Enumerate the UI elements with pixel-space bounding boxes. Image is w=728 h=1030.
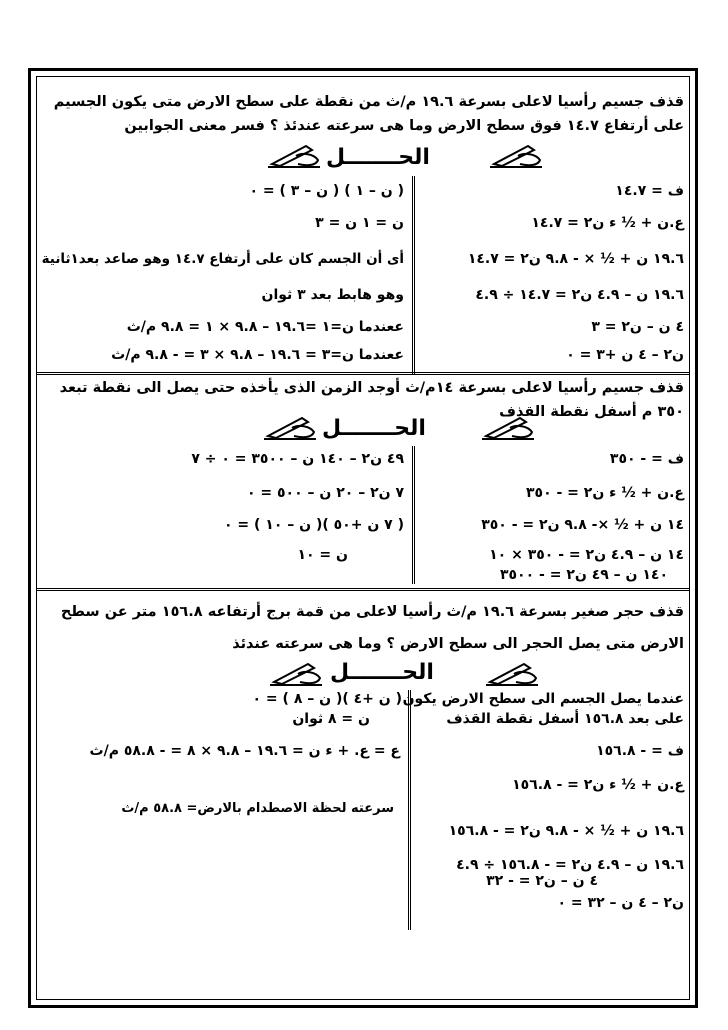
- problem-2-statement: قذف جسيم رأسيا لاعلى بسرعة ١٤م/ث أوجد الزمن الذى يأخذه حتى يصل الى نقطة تبعد ٣٥٠ م أسفل نقطة القذف: [59, 380, 684, 420]
- s3-right-line-6: ١٩.٦ ن – ٤.٩ ن٢ = - ١٥٦.٨ ÷ ٤.٩: [456, 857, 684, 873]
- s1-right-line-4: ١٩.٦ ن – ٤.٩ ن٢ = ١٤.٧ ÷ ٤.٩: [475, 287, 684, 303]
- column-divider-1: [412, 176, 415, 374]
- s2-left-line-2: ٧ ن٢ – ٢٠ ن – ٥٠٠ = ٠: [246, 485, 404, 501]
- pen-hand-icon: [266, 142, 322, 168]
- s2-right-line-5: ١٤٠ ن – ٤٩ ن٢ = - ٣٥٠٠: [499, 567, 668, 583]
- s3-right-line-7: ٤ ن – ن٢ = - ٣٢: [486, 873, 598, 889]
- s1-right-line-2: ع.ن + ½ ء ن٢ = ١٤.٧: [531, 215, 684, 231]
- s3-left-line-3: ع = ع. + ء ن = ١٩.٦ – ٩.٨ × ٨ = - ٥٨.٨ م/ث: [89, 743, 400, 759]
- solution-heading-1: الحـــــــل: [326, 145, 430, 170]
- s1-left-line-3: أى أن الجسم كان على أرتفاع ١٤.٧ وهو صاعد بعد١ثانية: [41, 251, 404, 267]
- pen-hand-icon: [262, 414, 318, 440]
- s1-right-line-1: ف = ١٤.٧: [615, 183, 684, 199]
- s1-right-line-6: ن٢ – ٤ ن +٣ = ٠: [566, 347, 684, 363]
- s3-right-line-1: عندما يصل الجسم الى سطح الارض يكون: [402, 691, 684, 707]
- solution-heading-2: الحـــــــل: [322, 416, 426, 441]
- pen-hand-icon: [484, 660, 540, 686]
- s2-left-line-4: ن = ١٠: [297, 547, 348, 563]
- s3-right-line-2: على بعد ١٥٦.٨ أسفل نقطة القذف: [446, 711, 684, 727]
- column-divider-2: [412, 446, 415, 584]
- s1-left-line-6: ععندما ن=٣ = ١٩.٦ – ٩.٨ × ٣ = - ٩.٨ م/ث: [111, 347, 404, 363]
- s2-right-line-4: ١٤ ن – ٤.٩ ن٢ = - ٣٥٠ × ١٠: [489, 547, 684, 563]
- solution-heading-3: الحـــــــل: [330, 660, 434, 685]
- s1-left-line-5: ععندما ن=١ =١٩.٦ – ٩.٨ × ١ = ٩.٨ م/ث: [126, 319, 404, 335]
- problem-3-statement: قذف حجر صغير بسرعة ١٩.٦ م/ث رأسيا لاعلى من قمة برج أرتفاعه ١٥٦.٨ متر عن سطح الارض متى يصل الحجر الى سطح الارض ؟ وما هى سرعته عندئذ: [60, 604, 684, 652]
- pen-hand-icon: [268, 660, 324, 686]
- s1-left-line-2: ن = ١ ن = ٣: [315, 215, 404, 231]
- s3-left-line-2: ن = ٨ ثوان: [292, 711, 370, 727]
- s1-left-line-4: وهو هابط بعد ٣ ثوان: [261, 287, 404, 303]
- s1-left-line-1: ( ن – ١ ) ( ن – ٣ ) = ٠: [249, 183, 404, 199]
- s1-right-line-5: ٤ ن – ن٢ = ٣: [591, 319, 684, 335]
- s3-left-line-1: ( ن +٤ )( ن – ٨ ) = ٠: [252, 691, 402, 707]
- s3-left-line-4: سرعته لحظة الاصطدام بالارض= ٥٨.٨ م/ث: [121, 801, 394, 816]
- s3-right-line-4: ع.ن + ½ ء ن٢ = - ١٥٦.٨: [512, 777, 684, 793]
- s2-left-line-1: ٤٩ ن٢ – ١٤٠ ن – ٣٥٠٠ = ٠ ÷ ٧: [191, 451, 404, 467]
- s2-right-line-2: ع.ن + ½ ء ن٢ = - ٣٥٠: [525, 485, 684, 501]
- column-divider-3: [408, 690, 411, 930]
- s3-right-line-5: ١٩.٦ ن + ½ × - ٩.٨ ن٢ = - ١٥٦.٨: [448, 823, 684, 839]
- s2-left-line-3: ( ٧ ن +٥٠ )( ن – ١٠ ) = ٠: [223, 517, 404, 533]
- s3-right-line-8: ن٢ – ٤ ن – ٣٢ = ٠: [557, 895, 684, 911]
- pen-hand-icon: [488, 142, 544, 168]
- problem-1-statement: قذف جسيم رأسيا لاعلى بسرعة ١٩.٦ م/ث من نقطة على سطح الارض متى يكون الجسيم على أرتفاع ١٤.٧ فوق سطح الارض وما هى سرعته عندئذ ؟ فسر معنى الجوابين: [53, 94, 684, 134]
- section-separator-1: [36, 372, 690, 375]
- section-separator-2: [36, 588, 690, 591]
- pen-hand-icon: [480, 414, 536, 440]
- s1-right-line-3: ١٩.٦ ن + ½ × - ٩.٨ ن٢ = ١٤.٧: [467, 251, 684, 267]
- s2-right-line-1: ف = - ٣٥٠: [609, 451, 684, 467]
- s2-right-line-3: ١٤ ن + ½ ×- ٩.٨ ن٢ = - ٣٥٠: [481, 517, 684, 533]
- s3-right-line-3: ف = - ١٥٦.٨: [596, 743, 684, 759]
